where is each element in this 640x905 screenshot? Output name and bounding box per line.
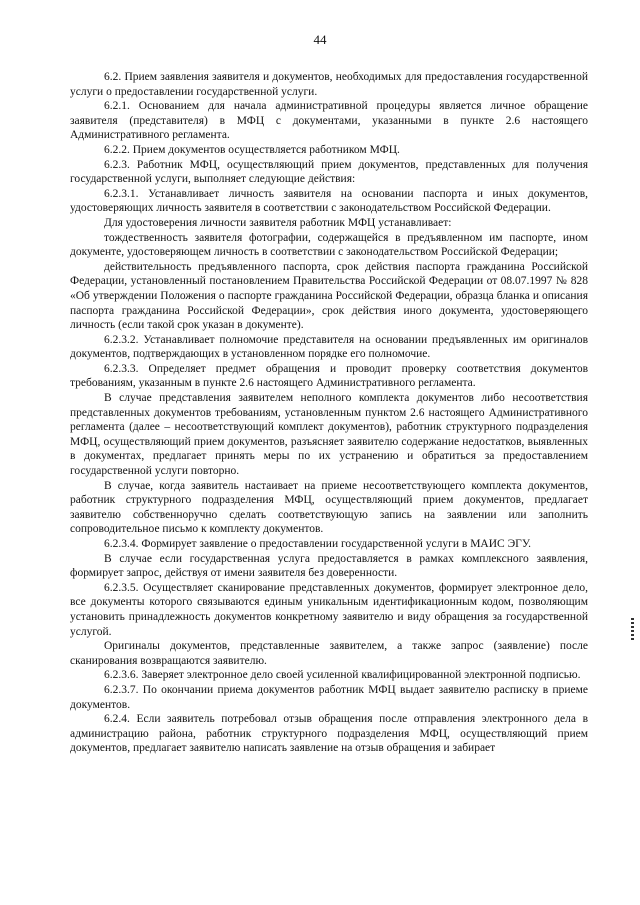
paragraph-identity-check: Для удостоверения личности заявителя работник МФЦ устанавливает: [104,216,452,229]
paragraph-incomplete-set: В случае представления заявителем неполного комплекта документов либо несоответствия представленных документов требованиям, установленным пунктом 2.6 настоящего Административного регламента (далее – несоответствующий комплект документов), работник структурного подразделения МФЦ, осуществляющий прием документов, разъясняет заявителю содержание недостатков, выявленных в документах, предлагает принять меры по их устранению и обратиться за предоставлением государственной услуги повторно. [70,392,588,478]
document-body [70,70,588,756]
paragraph-6-2-4: 6.2.4. Если заявитель потребовал отзыв обращения после отправления электронного дела в администрацию района, работник структурного подразделения МФЦ, осуществляющий прием документов, предлагает заявителю написать заявление на отзыв обращения и забирает [70,713,588,755]
paragraph-6-2-3-6: 6.2.3.6. Заверяет электронное дело своей усиленной квалифицированной электронной подписью. [104,669,581,682]
paragraph-6-2-3-4: 6.2.3.4. Формирует заявление о предоставлении государственной услуги в МАИС ЭГУ. [104,538,531,550]
paragraph-6-2-1: 6.2.1. Основанием для начала административной процедуры является личное обращение заявителя (представителя) в МФЦ с документами, указанными в пункте 2.6 настоящего Административного регламента. [70,100,588,142]
paragraph-insists-on-acceptance: В случае, когда заявитель настаивает на приеме несоответствующего комплекта документов, работник структурного подразделения МФЦ, осуществляющий прием документов, предлагает заявителю собственноручно сделать соответствующую запись на заявлении или заполнить сопроводительное письмо к комплекту документов. [70,479,588,536]
paragraph-6-2-3: 6.2.3. Работник МФЦ, осуществляющий прием документов, представленных для получения государственной услуги, выполняет следующие действия: [70,158,588,186]
paragraph-6-2: 6.2. Прием заявления заявителя и документов, необходимых для предоставления государственной услуги о предоставлении государственной услуги. [70,71,588,98]
scan-artifact [631,618,634,642]
paragraph-originals-returned: Оригиналы документов, представленные заявителем, а также запрос (заявление) после сканирования возвращаются заявителю. [70,640,588,667]
paragraph-6-2-3-1: 6.2.3.1. Устанавливает личность заявителя на основании паспорта и иных документов, удостоверяющих личность заявителя в соответствии с законодательством Российской Федерации. [70,187,588,215]
paragraph-6-2-3-2: 6.2.3.2. Устанавливает полномочие представителя на основании предъявленных им оригиналов документов, подтверждающих в установленном порядке его полномочие. [70,333,588,361]
paragraph-6-2-2: 6.2.2. Прием документов осуществляется работником МФЦ. [104,143,400,156]
paragraph-6-2-3-7: 6.2.3.7. По окончании приема документов работник МФЦ выдает заявителю расписку в приеме документов. [70,683,588,711]
paragraph-photo-match: тождественность заявителя фотографии, содержащейся в предъявленном им паспорте, ином документе, удостоверяющем личность в соответствии с законодательством Российской Федерации; [70,231,588,259]
page-number: 44 [313,32,327,47]
paragraph-6-2-3-5: 6.2.3.5. Осуществляет сканирование представленных документов, формирует электронное дело, все документы которого связываются единым уникальным идентификационным кодом, позволяющим установить принадлежность документов конкретному заявителю и виду обращения за государственной услугой. [70,581,588,638]
paragraph-passport-validity: действительность предъявленного паспорта, срок действия паспорта гражданина Российской Федерации, установленный постановлением Правительства Российской Федерации от 08.07.1997 № 828 «Об утверждении Положения о паспорте гражданина Российской Федерации, образца бланка и описания паспорта гражданина Российской Федерации», срок действия иного документа, удостоверяющего личность (если такой срок указан в документе). [70,260,588,332]
paragraph-complex-application: В случае если государственная услуга предоставляется в рамках комплексного заявления, формирует запрос, действуя от имени заявителя без доверенности. [70,552,588,580]
paragraph-6-2-3-3: 6.2.3.3. Определяет предмет обращения и проводит проверку соответствия документов требованиям, указанным в пункте 2.6 настоящего Административного регламента. [70,362,588,390]
